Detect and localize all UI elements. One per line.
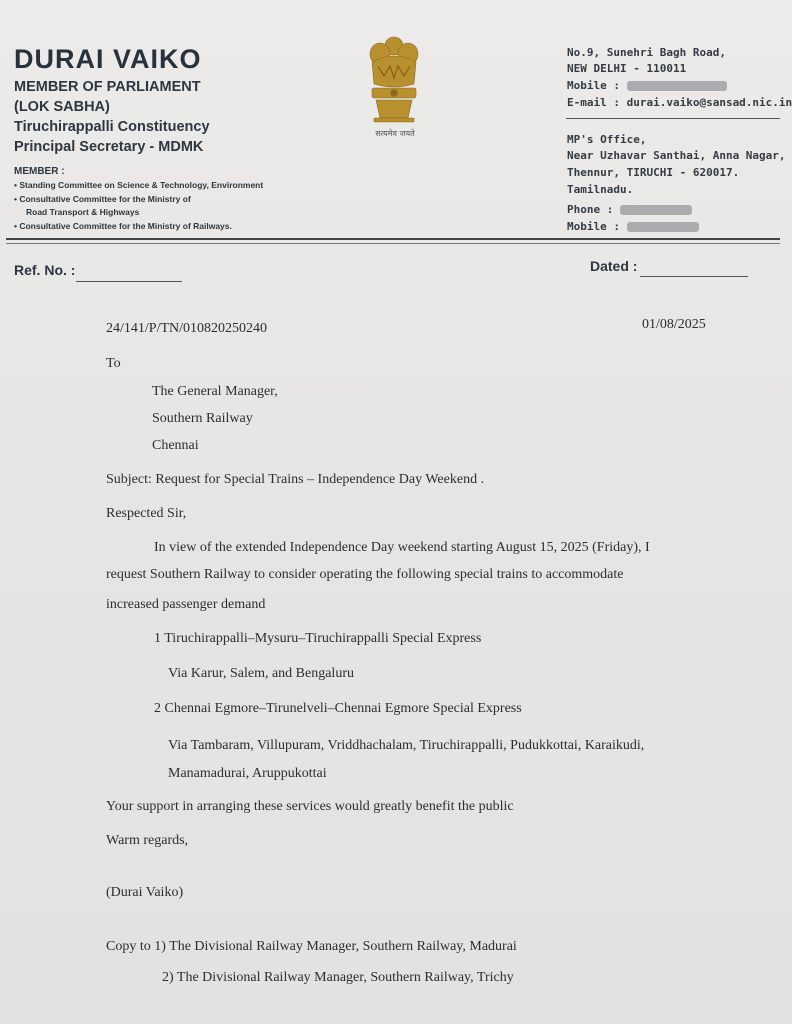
office-mobile-label: Mobile : — [567, 220, 620, 233]
train-1: 1 Tiruchirappalli–Mysuru–Tiruchirappalli Special Express — [154, 631, 482, 646]
letterhead-title-1: MEMBER OF PARLIAMENT — [14, 79, 201, 95]
body-line3: increased passenger demand — [106, 597, 266, 612]
letterhead-divider — [6, 238, 780, 244]
copy-to-label: Copy to — [106, 939, 151, 954]
train-2-via-line1: Via Tambaram, Villupuram, Vriddhachalam, Tiruchirappalli, Pudukkottai, Karaikudi, — [168, 738, 645, 753]
delhi-mobile — [567, 79, 727, 92]
train-1-via: Via Karur, Salem, and Bengaluru — [168, 666, 354, 681]
office-phone-label: Phone : — [567, 203, 614, 216]
dated-label: Dated : — [590, 258, 638, 274]
redacted-number — [627, 81, 727, 91]
recipient-line2: Southern Railway — [152, 411, 253, 426]
dated-underline — [640, 276, 748, 277]
body-line1: In view of the extended Independence Day weekend starting August 15, 2025 (Friday), I — [154, 540, 650, 555]
delhi-mobile-label: Mobile : — [567, 79, 620, 92]
mp-office-line4: Tamilnadu. — [567, 183, 634, 196]
ref-number: 24/141/P/TN/010820250240 — [106, 321, 268, 336]
membership-1: • Standing Committee on Science & Technology, Environment — [14, 180, 264, 190]
mp-office-line2: Near Uzhavar Santhai, Anna Nagar, — [567, 149, 786, 162]
train-2-via-line2: Manamadurai, Aruppukottai — [168, 766, 327, 781]
member-heading: MEMBER : — [14, 166, 65, 177]
membership-3: Road Transport & Highways — [26, 207, 140, 217]
copy-to-1: 1) The Divisional Railway Manager, Southern Railway, Madurai — [154, 939, 517, 954]
letterhead-title-2: (LOK SABHA) — [14, 99, 110, 115]
regards: Warm regards, — [106, 833, 189, 848]
closing-line: Your support in arranging these services would greatly benefit the public — [106, 799, 514, 814]
letterhead-name: DURAI VAIKO — [14, 44, 202, 74]
membership-4: • Consultative Committee for the Ministry of Railways. — [14, 221, 232, 231]
subject-line: Subject: Request for Special Trains – Independence Day Weekend . — [106, 472, 485, 487]
recipient-line1: The General Manager, — [152, 384, 278, 399]
office-phone — [567, 203, 692, 216]
ref-underline — [76, 281, 182, 282]
mp-office-line3: Thennur, TIRUCHI - 620017. — [567, 166, 740, 179]
to-label: To — [106, 356, 121, 371]
copy-to-line1 — [106, 939, 517, 955]
ref-label: Ref. No. : — [14, 262, 76, 278]
email-address: E-mail : durai.vaiko@sansad.nic.in — [567, 96, 792, 109]
train-2: 2 Chennai Egmore–Tirunelveli–Chennai Egmore Special Express — [154, 701, 522, 716]
delhi-address-line2: NEW DELHI - 110011 — [567, 62, 687, 75]
body-line2: request Southern Railway to consider operating the following special trains to accommodate — [106, 567, 624, 582]
membership-2: • Consultative Committee for the Ministry of — [14, 194, 191, 204]
redacted-number — [627, 222, 699, 232]
letterhead-title-3: Tiruchirappalli Constituency — [14, 119, 210, 135]
letter-date: 01/08/2025 — [642, 317, 706, 332]
emblem-caption: सत्यमेव जयते — [375, 129, 415, 138]
mp-office-line1: MP's Office, — [567, 133, 647, 146]
address-divider — [566, 118, 780, 119]
office-mobile — [567, 220, 699, 233]
recipient-line3: Chennai — [152, 438, 199, 453]
salutation: Respected Sir, — [106, 506, 187, 521]
delhi-address-line1: No.9, Sunehri Bagh Road, — [567, 46, 726, 59]
signatory: (Durai Vaiko) — [106, 885, 184, 900]
copy-to-2: 2) The Divisional Railway Manager, Southern Railway, Trichy — [162, 970, 514, 985]
redacted-number — [620, 205, 692, 215]
national-emblem-icon — [360, 32, 428, 140]
letterhead-title-4: Principal Secretary - MDMK — [14, 139, 204, 155]
